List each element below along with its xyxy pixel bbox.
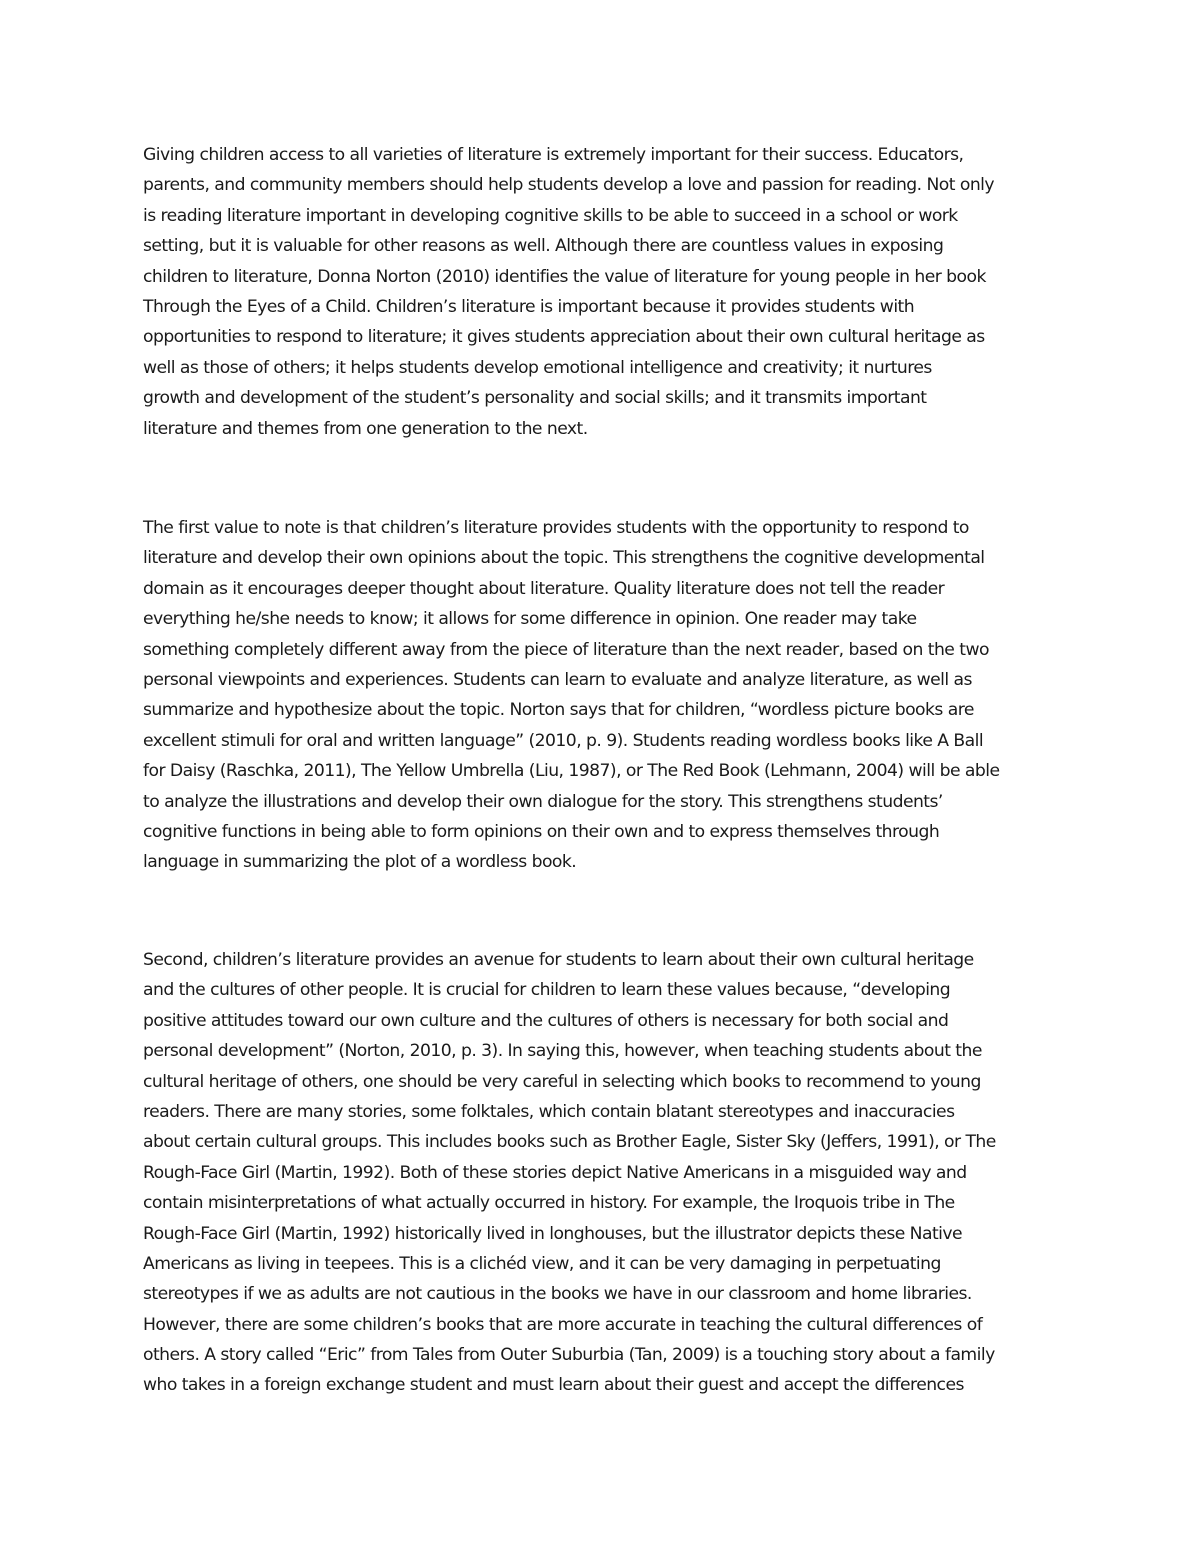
text-line: well as those of others; it helps students develop emotional intelligence and creativity; it nurtures (143, 357, 932, 378)
text-line: Americans as living in teepees. This is a clichéd view, and it can be very damaging in perpetuating (143, 1253, 941, 1274)
text-line: to analyze the illustrations and develop their own dialogue for the story. This strengthens students’ (143, 791, 943, 812)
text-line: Second, children’s literature provides an avenue for students to learn about their own cultural heritage (143, 950, 974, 970)
text-line: cognitive functions in being able to form opinions on their own and to express themselves through (143, 821, 940, 842)
text-line: opportunities to respond to literature; it gives students appreciation about their own cultural heritage as (143, 327, 985, 348)
text-line: summarize and hypothesize about the topic. Norton says that for children, “wordless picture books are (143, 700, 974, 721)
text-line: positive attitudes toward our own culture and the cultures of others is necessary for both social and (143, 1010, 949, 1031)
text-line: and the cultures of other people. It is crucial for children to learn these values because, “developing (143, 980, 951, 1001)
text-line: Through the Eyes of a Child. Children’s literature is important because it provides students with (143, 296, 915, 317)
text-line: for Daisy (Raschka, 2011), The Yellow Umbrella (Liu, 1987), or The Red Book (Lehmann, 2004) will be able (143, 761, 1000, 782)
text-line: stereotypes if we as adults are not cautious in the books we have in our classroom and home libraries. (143, 1284, 972, 1305)
text-line: Rough-Face Girl (Martin, 1992) historically lived in longhouses, but the illustrator depicts these Native (143, 1223, 963, 1244)
text-line: personal viewpoints and experiences. Students can learn to evaluate and analyze literature, as well as (143, 669, 972, 690)
text-line: literature and themes from one generation to the next. (143, 418, 588, 439)
paragraph-first-value (143, 513, 1063, 878)
text-line: Giving children access to all varieties of literature is extremely important for their success. Educators, (143, 145, 964, 165)
text-line: Rough-Face Girl (Martin, 1992). Both of these stories depict Native Americans in a misguided way and (143, 1162, 967, 1183)
text-line: about certain cultural groups. This includes books such as Brother Eagle, Sister Sky (Jeffers, 1991), or The (143, 1132, 996, 1153)
text-line: excellent stimuli for oral and written language” (2010, p. 9). Students reading wordless books like A Ball (143, 730, 984, 751)
text-line: However, there are some children’s books that are more accurate in teaching the cultural differences of (143, 1314, 983, 1335)
text-line: parents, and community members should help students develop a love and passion for reading. Not only (143, 175, 995, 196)
text-line: something completely different away from the piece of literature than the next reader, based on the two (143, 639, 989, 660)
text-line: growth and development of the student’s personality and social skills; and it transmits important (143, 388, 927, 409)
text-line: everything he/she needs to know; it allows for some difference in opinion. One reader may take (143, 609, 917, 630)
text-line: others. A story called “Eric” from Tales from Outer Suburbia (Tan, 2009) is a touching story about a family (143, 1345, 995, 1366)
text-line: The first value to note is that children’s literature provides students with the opportunity to respond to (143, 518, 969, 538)
text-line: is reading literature important in developing cognitive skills to be able to succeed in a school or work (143, 205, 958, 226)
text-line: language in summarizing the plot of a wordless book. (143, 852, 577, 873)
text-line: cultural heritage of others, one should be very careful in selecting which books to recommend to young (143, 1071, 981, 1092)
paragraph-second-value (143, 945, 1063, 1401)
text-line: literature and develop their own opinions about the topic. This strengthens the cognitive developmental (143, 548, 985, 569)
text-line: domain as it encourages deeper thought about literature. Quality literature does not tell the reader (143, 578, 945, 599)
text-line: who takes in a foreign exchange student and must learn about their guest and accept the differences (143, 1375, 964, 1396)
text-line: readers. There are many stories, some folktales, which contain blatant stereotypes and inaccuracies (143, 1101, 955, 1122)
text-line: contain misinterpretations of what actually occurred in history. For example, the Iroquois tribe in The (143, 1193, 955, 1214)
text-line: setting, but it is valuable for other reasons as well. Although there are countless values in exposing (143, 236, 944, 257)
text-line: personal development” (Norton, 2010, p. 3). In saying this, however, when teaching students about the (143, 1041, 982, 1062)
paragraph-introduction (143, 140, 1063, 444)
text-line: children to literature, Donna Norton (2010) identifies the value of literature for young people in her book (143, 266, 986, 287)
